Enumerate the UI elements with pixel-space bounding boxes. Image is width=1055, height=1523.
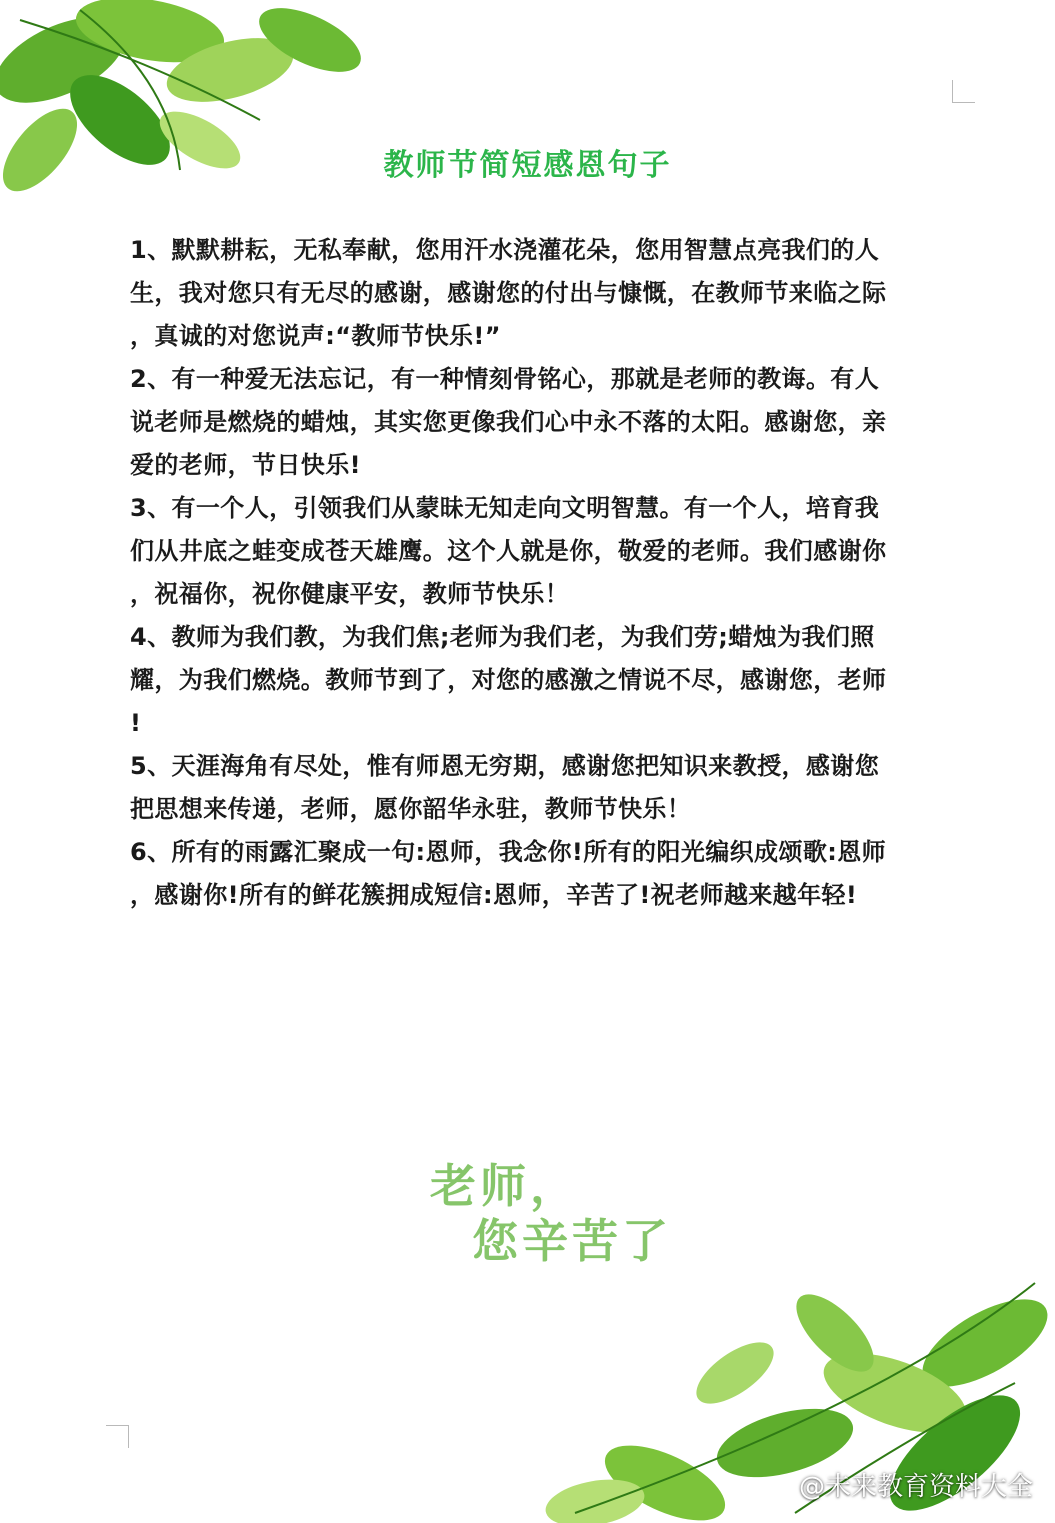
list-item <box>130 745 952 831</box>
item-line: 爱的老师，节日快乐! <box>130 451 361 479</box>
item-line: ，感谢你!所有的鲜花簇拥成短信:恩师，辛苦了!祝老师越来越年轻! <box>130 881 858 909</box>
list-item <box>130 487 952 616</box>
page-title: 教师节简短感恩句子 <box>383 148 672 183</box>
item-line: 6、所有的雨露汇聚成一句:恩师，我念你!所有的阳光编织成颂歌:恩师 <box>130 838 887 866</box>
crop-mark-bottom-left <box>106 1425 129 1448</box>
item-line: 5、天涯海角有尽处，惟有师恩无穷期，感谢您把知识来教授，感谢您 <box>130 752 880 780</box>
sentence-list <box>130 229 952 917</box>
slogan-line-1: 老师， <box>430 1159 580 1213</box>
item-line: 3、有一个人，引领我们从蒙昧无知走向文明智慧。有一个人，培育我 <box>130 494 880 522</box>
item-line: 把思想来传递，老师，愿你韶华永驻，教师节快乐！ <box>130 795 692 823</box>
item-line: 1、默默耕耘，无私奉献，您用汗水浇灌花朵，您用智慧点亮我们的人 <box>130 236 880 264</box>
item-line: ，祝福你，祝你健康平安，教师节快乐！ <box>130 580 570 608</box>
slogan-line-2: 您辛苦了 <box>472 1214 672 1268</box>
item-line: 4、教师为我们教，为我们焦;老师为我们老，为我们劳;蜡烛为我们照 <box>130 623 875 651</box>
item-line: 生，我对您只有无尽的感谢，感谢您的付出与慷慨，在教师节来临之际 <box>130 279 887 307</box>
list-item <box>130 358 952 487</box>
item-line: 说老师是燃烧的蜡烛，其实您更像我们心中永不落的太阳。感谢您，亲 <box>130 408 887 436</box>
crop-mark-top-right <box>952 80 975 103</box>
item-line: 们从井底之蛙变成苍天雄鹰。这个人就是你，敬爱的老师。我们感谢你 <box>130 537 887 565</box>
item-line: ，真诚的对您说声:“教师节快乐!” <box>130 322 501 350</box>
item-line: 耀，为我们燃烧。教师节到了，对您的感激之情说不尽，感谢您，老师 <box>130 666 887 694</box>
list-item <box>130 616 952 745</box>
item-line: ! <box>130 709 142 737</box>
item-line: 2、有一种爱无法忘记，有一种情刻骨铭心，那就是老师的教诲。有人 <box>130 365 880 393</box>
list-item <box>130 229 952 358</box>
watermark: @未来教育资料大全 <box>798 1472 1033 1502</box>
list-item <box>130 831 952 917</box>
